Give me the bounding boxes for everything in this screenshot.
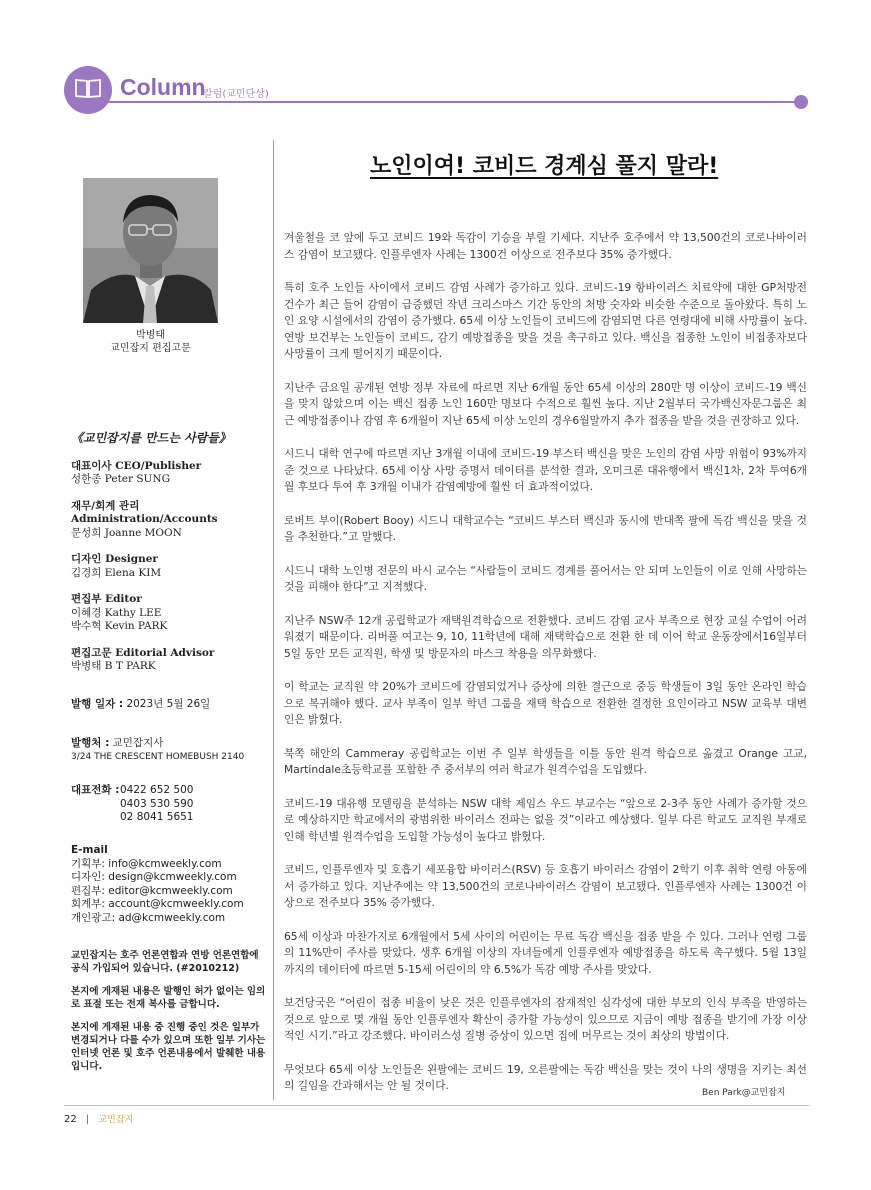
article-paragraph: 겨울철을 코 앞에 두고 코비드 19와 독감이 기승을 부릴 기세다. 지난주 호주에서 약 13,500건의 코로나바이러스 감염이 보고됐다. 인플루엔자 사례는 1300건 이상으로 전주보다 35% 증가했다. xyxy=(284,231,807,261)
email-info xyxy=(71,844,267,925)
staff-name: 박수혁 Kevin PARK xyxy=(71,620,168,632)
article-signature: Ben Park@교민잡지 xyxy=(702,1088,786,1098)
header-rule-dot xyxy=(794,95,808,109)
staff-role: 대표이사 CEO/Publisher xyxy=(71,459,202,472)
column-title: Column xyxy=(120,74,206,100)
article-paragraph: 시드니 대학 연구에 따르면 지난 3개월 이내에 코비드-19 부스터 백신을 맞은 노인의 감염 사망 위험이 93%까지 준 것으로 나타났다. 65세 이상 사망 증명서 데이터를 분석한 결과, 오미크론 대유행에서 백신1차, 2차 투여6개월 후보다 투여 후 3개월 이내가 감염예방에 훨씬 더 효과적이었다. xyxy=(284,447,807,493)
issue-date xyxy=(71,698,267,712)
article-paragraph: 로버트 부이(Robert Booy) 시드니 대학교수는 “코비드 부스터 백신과 동시에 반대쪽 팔에 독감 백신을 맞을 것을 추천한다.”고 말했다. xyxy=(284,513,807,543)
column-divider xyxy=(273,140,274,1100)
author-photo xyxy=(83,178,218,323)
author-caption xyxy=(83,329,218,355)
email-line: 편집부: editor@kcmweekly.com xyxy=(71,884,233,897)
notice-text: 교민잡지는 호주 언론연합과 연방 언론연합에 공식 가입되어 있습니다. (#2010212) xyxy=(71,950,259,974)
article-paragraph: 코비드, 인플루엔자 및 호흡기 세포융합 바이러스(RSV) 등 호흡기 바이러스 감염이 2학기 이후 취학 연령 아동에서 증가하고 있다. 지난주에는 약 13,500건의 코로나바이러스 감염이 보고됐다. 인플루엔자 사례는 1300건 이상으로 전주보다 35% 증가했다. xyxy=(284,863,807,909)
article-paragraph: 코비드-19 대유행 모델링을 분석하는 NSW 대학 제임스 우드 부교수는 “앞으로 2-3주 동안 사례가 증가할 것으로 예상하지만 학교에서의 광범위한 바이러스 전파는 없을 것”이라고 예상했다. 일부 다른 학교도 교직원 부재로 인해 학년별 원격수업을 도입할 가능성이 높다고 밝혔다. xyxy=(284,796,807,843)
header-rule xyxy=(104,101,798,103)
article-paragraph: 65세 이상과 마찬가지로 6개월에서 5세 사이의 어린이는 무료 독감 백신을 접종 받을 수 있다. 그러나 연령 그룹의 11%만이 주사를 맞았다. 생후 6개월 이상의 자녀들에게 인플루엔자 예방접종을 하도록 촉구했다. 5월 13일까지의 데이터에 따르면 5-15세 어린이의 약 6.5%가 독감 예방 주사를 맞았다. xyxy=(284,929,807,976)
staff-role: 편집부 Editor xyxy=(71,593,142,605)
header-circle xyxy=(64,66,112,114)
article-body xyxy=(284,230,807,1112)
staff-name: 박병태 B T PARK xyxy=(71,660,156,672)
staff-name: 문성희 Joanne MOON xyxy=(71,526,182,539)
email-line: 디자인: design@kcmweekly.com xyxy=(71,871,237,883)
phone-label: 대표전화 : xyxy=(71,784,120,796)
page-footer xyxy=(64,1112,133,1125)
magazine-logo: 교민잡지 xyxy=(98,1115,134,1125)
staff-block xyxy=(71,553,267,580)
author-name: 박병태 xyxy=(136,330,165,341)
staff-name: 이혜경 Kathy LEE xyxy=(71,606,162,619)
page-number: 22 xyxy=(64,1114,77,1125)
staff-role: 디자인 Designer xyxy=(71,553,158,565)
staff-block xyxy=(71,500,267,541)
staff-role: Administration/Accounts xyxy=(71,513,218,525)
email-line: 회계부: account@kcmweekly.com xyxy=(71,898,244,910)
notice-text: 본지에 게재된 내용 중 진행 중인 것은 일부가 변경되거나 다를 수가 있으며 또한 일부 기사는 인터넷 언론 및 호주 언론내용에서 발췌한 내용입니다. xyxy=(71,1022,266,1072)
author-position: 교민잡지 편집고문 xyxy=(110,343,191,354)
footer-separator: | xyxy=(85,1114,90,1125)
phone-number: 0422 652 500 xyxy=(120,784,194,796)
publisher-name: 교민잡지사 xyxy=(112,737,164,749)
article-paragraph: 이 학교는 교직원 약 20%가 코비드에 감염되었거나 증상에 의한 결근으로 중등 학생들이 3일 동안 온라인 학습으로 복귀해야 했다. 교사 부족이 일부 학년 그룹을 재택 학습으로 전환한 결정한 요인이라고 NSW 교육부 대변인은 밝혔다. xyxy=(284,680,807,726)
article-paragraph: 특히 호주 노인들 사이에서 코비드 감염 사례가 증가하고 있다. 코비드-19 항바이러스 치료약에 대한 GP처방전 건수가 최근 들어 감염이 급증했던 작년 크리스마스 기간 동안의 처방 숫자와 비슷한 수준으로 돌아왔다. 특히 노인 요양 시설에서의 감염이 증가했다. 65세 이상 노인들이 코비드에 감염되면 다른 연령대에 비해 사망률이 높다. 연방 보건부는 노인들이 코비드, 감기 예방접종을 맞을 것을 촉구하고 있다. 백신을 접종한 노인이 비접종자보다 사망률이 크게 떨어지기 때문이다. xyxy=(284,281,807,360)
phone-number: 02 8041 5651 xyxy=(120,811,194,823)
notice-text: 본지에 게재된 내용은 발행인 허가 없이는 임의로 표절 또는 전재 복사를 금합니다. xyxy=(71,986,266,1010)
staff-name: 성한종 Peter SUNG xyxy=(71,473,170,485)
article-paragraph: 무엇보다 65세 이상 노인들은 왼팔에는 코비드 19, 오른팔에는 독감 백신을 맞는 것이 나의 생명을 지키는 최선의 길임을 간과해서는 안 될 것이다. xyxy=(284,1062,807,1092)
staff-block xyxy=(71,593,267,634)
article-paragraph: 시드니 대학 노인병 전문의 바시 교수는 “사람들이 코비드 경계를 풀어서는 안 되며 노인들이 이로 인해 사망하는 것을 피해야 한다”고 지적했다. xyxy=(284,563,807,593)
publisher-label: 발행처 : xyxy=(71,737,110,749)
open-book-icon xyxy=(75,78,101,98)
email-line: 개인광고: ad@kcmweekly.com xyxy=(71,911,226,924)
article-paragraph: 지난주 금요일 공개된 연방 정부 자료에 따르면 지난 6개월 동안 65세 이상의 280만 명 이상이 코비드-19 백신을 맞지 않았으며 이는 백신 접종 노인 160만 명보다 수적으로 훨씬 높다. 지난 2월부터 국가백신자문그룹은 최근 예방접종이나 감염 후 6개월이 지난 65세 이상 노인의 경우6월말까지 추가 접종을 받을 것을 권장하고 있다. xyxy=(284,380,807,427)
email-line: 기획부: info@kcmweekly.com xyxy=(71,857,222,870)
phone-number: 0403 530 590 xyxy=(120,797,194,810)
article-paragraph: 보건당국은 “어린이 접종 비율이 낮은 것은 인플루엔자의 잠재적인 심각성에 대한 부모의 인식 부족을 반영하는 것으로 앞으로 몇 개월 동안 인플루엔자 확산이 증가할 가능성이 있으므로 지금이 예방 접종을 받기에 가장 이상적인 시기.”라고 강조했다. 바이러스성 질병 증상이 있으면 집에 머무르는 것이 최상의 방법이다. xyxy=(284,996,807,1042)
column-header xyxy=(64,66,809,116)
masthead-heading: 《교민잡지를 만드는 사람들》 xyxy=(71,431,231,445)
staff-block xyxy=(71,647,267,674)
issue-date-value: 2023년 5월 26일 xyxy=(126,697,211,710)
article-paragraph: 지난주 NSW주 12개 공립학교가 재택원격학습으로 전환했다. 코비드 감염 교사 부족으로 현장 교실 수업이 어려워졌기 때문이다. 리버풀 여고는 9, 10, 11학년에 대해 재택학습으로 전환 한 데 이어 학교 운동장에서16일부터 5일 동안 모든 교직원, 학생 및 방문자의 마스크 착용을 의무화했다. xyxy=(284,613,807,660)
article-title: 노인이여! 코비드 경계심 풀지 말라! xyxy=(370,154,719,179)
column-subtitle: 칼럼(교민단상) xyxy=(203,89,269,100)
staff-block xyxy=(71,460,267,487)
issue-date-label: 발행 일자 : xyxy=(71,697,124,710)
masthead-sidebar xyxy=(71,432,267,1083)
publisher-info xyxy=(71,737,267,764)
publisher-address: 3/24 THE CRESCENT HOMEBUSH 2140 xyxy=(71,751,245,762)
staff-name: 김경희 Elena KIM xyxy=(71,566,162,579)
footer-rule xyxy=(64,1105,809,1106)
email-label: E-mail xyxy=(71,844,108,856)
article-paragraph: 북쪽 해안의 Cammeray 공립학교는 이번 주 일부 학생들을 이틀 동안 원격 학습으로 옮겼고 Orange 고교, Martindale초등학교를 포함한 주 중서부의 여러 학교가 원격수업을 도입했다. xyxy=(284,746,807,776)
staff-role: 재무/회계 관리 xyxy=(71,499,140,512)
phone-info xyxy=(71,784,267,826)
staff-role: 편집고문 Editorial Advisor xyxy=(71,646,215,659)
